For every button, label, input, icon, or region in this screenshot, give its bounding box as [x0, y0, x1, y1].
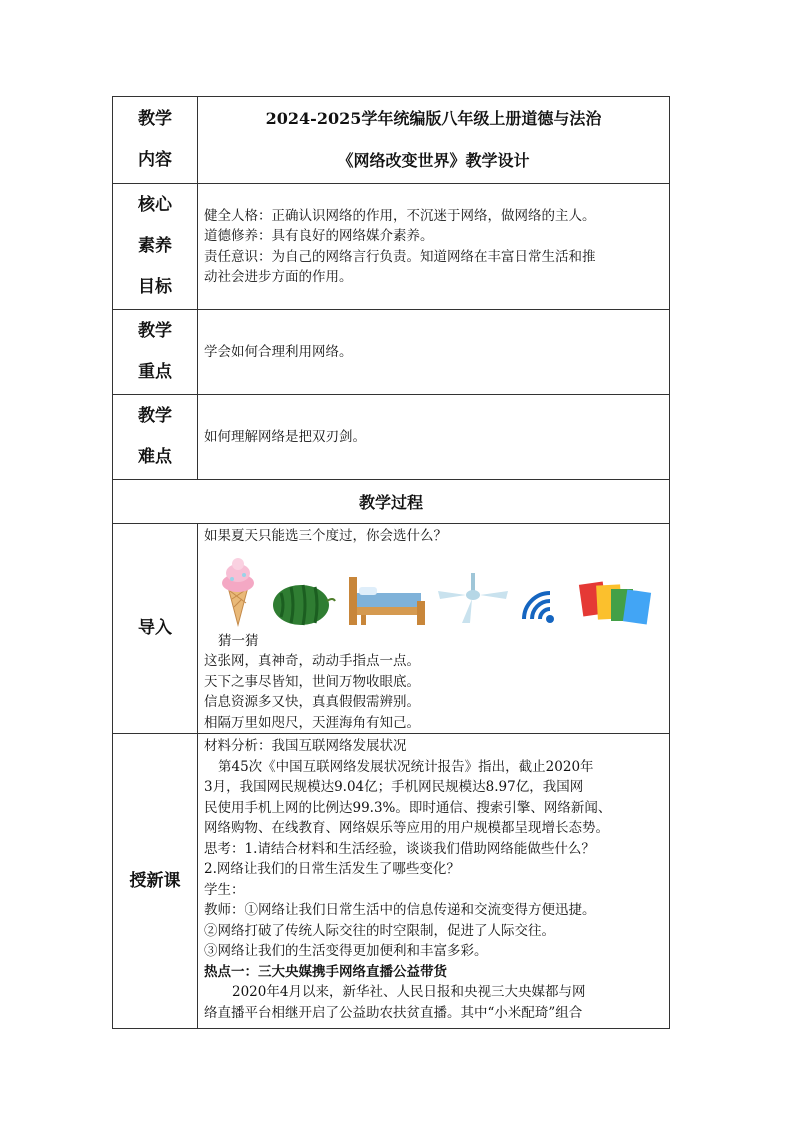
difficulty-label-cell [113, 395, 198, 480]
riddle-title: 猜一猜 [218, 632, 259, 649]
ceiling-fan-icon [436, 571, 510, 627]
difficulty-text: 如何理解网络是把双刃剑。 [204, 428, 366, 445]
key-point-text: 学会如何合理利用网络。 [204, 343, 353, 360]
riddle-line: 天下之事尽皆知，世间万物收眼底。 [204, 673, 420, 690]
core-goals-line: 动社会进步方面的作用。 [204, 269, 353, 285]
key-point-label-cell [113, 310, 198, 395]
wifi-icon [520, 581, 568, 627]
process-heading: 教学过程 [113, 480, 670, 524]
intro-label: 导入 [138, 618, 172, 638]
material-line: 网络购物、在线教育、网络娱乐等应用的用户规模都呈现增长态势。 [204, 820, 609, 836]
bed-icon [347, 571, 427, 627]
student-line: 学生： [204, 881, 245, 898]
riddle-line: 这张网，真神奇，动动手指点一点。 [204, 653, 420, 669]
key-point-label-line: 教学 [138, 321, 172, 341]
hot-topic-line: 络直播平台相继开启了公益助农扶贫直播。其中“小米配琦”组合 [204, 1004, 583, 1021]
document-title-line2: 《网络改变世界》教学设计 [337, 151, 530, 170]
books-icon [577, 577, 653, 627]
teacher-line: 教师：①网络让我们日常生活中的信息传递和交流变得方便迅捷。 [204, 902, 596, 918]
riddle-line: 相隔万里如咫尺，天涯海角有知己。 [204, 714, 420, 731]
difficulty-label-line: 难点 [138, 447, 172, 467]
header-label-line2: 内容 [138, 150, 172, 170]
title-cell [198, 97, 670, 184]
material-line: 第45次《中国互联网络发展状况统计报告》指出，截止2020年 [218, 758, 594, 775]
intro-content [198, 524, 670, 734]
difficulty-content [198, 395, 670, 480]
new-lesson-content [198, 734, 670, 1029]
ice-cream-icon [214, 557, 262, 627]
material-line: 民使用手机上网的比例达99.3%。即时通信、搜索引擎、网络新闻、 [204, 799, 612, 816]
think-question: 思考：1.请结合材料和生活经验，谈谈我们借助网络能做些什么？ [204, 840, 595, 857]
core-goals-line: 责任意识：为自己的网络言行负责。知道网络在丰富日常生活和推 [204, 248, 596, 265]
hot-topic-line: 2020年4月以来，新华社、人民日报和央视三大央媒都与网 [232, 984, 586, 1000]
lesson-plan-table [112, 96, 670, 1029]
think-question: 2.网络让我们的日常生活发生了哪些变化？ [204, 861, 460, 877]
key-point-content [198, 310, 670, 395]
material-title: 材料分析：我国互联网络发展状况 [204, 738, 407, 754]
material-line: 3月，我国网民规模达9.04亿；手机网民规模达8.97亿，我国网 [204, 779, 584, 795]
difficulty-label-line: 教学 [138, 406, 172, 426]
intro-label-cell [113, 524, 198, 734]
core-goals-line: 道德修养：具有良好的网络媒介素养。 [204, 228, 434, 244]
riddle-line: 信息资源多又快，真真假假需辨别。 [204, 694, 420, 710]
core-goals-label-cell [113, 184, 198, 310]
key-point-label-line: 重点 [138, 362, 172, 382]
core-goals-label-line: 核心 [138, 195, 172, 215]
header-label-line1: 教学 [138, 109, 172, 129]
teacher-line: ③网络让我们的生活变得更加便利和丰富多彩。 [204, 943, 488, 959]
hot-topic-title: 热点一：三大央媒携手网络直播公益带货 [204, 963, 447, 980]
core-goals-line: 健全人格：正确认识网络的作用，不沉迷于网络，做网络的主人。 [204, 207, 596, 224]
intro-question: 如果夏天只能选三个度过，你会选什么？ [204, 528, 447, 544]
core-goals-label-line: 素养 [138, 236, 172, 256]
watermelon-icon [271, 579, 337, 627]
core-goals-label-line: 目标 [138, 277, 172, 297]
header-label-cell [113, 97, 198, 184]
summer-icons-row [204, 547, 663, 627]
teacher-line: ②网络打破了传统人际交往的时空限制，促进了人际交往。 [204, 922, 555, 939]
new-lesson-label: 授新课 [129, 870, 181, 891]
core-goals-content [198, 184, 670, 310]
document-title-line1: 2024-2025学年统编版八年级上册道德与法治 [265, 109, 602, 128]
new-lesson-label-cell [113, 734, 198, 1029]
